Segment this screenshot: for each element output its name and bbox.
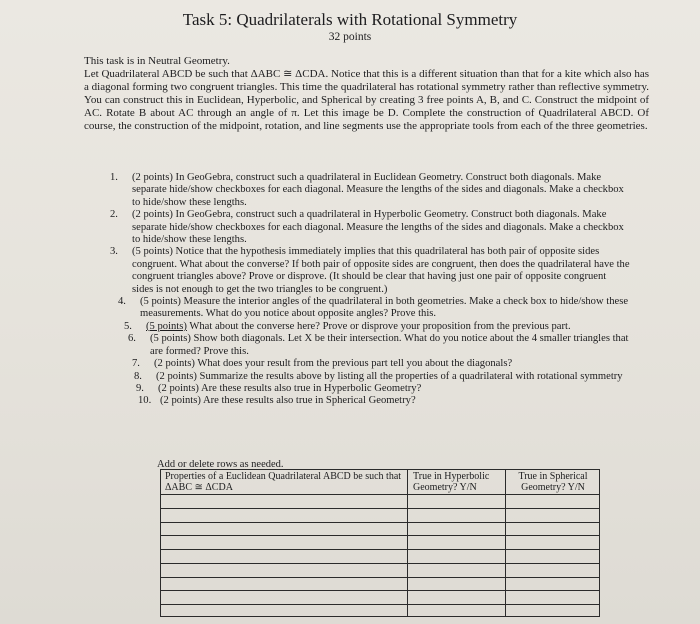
intro-paragraph: Let Quadrilateral ABCD be such that ΔABC ≅ ΔCDA. Notice that this is a different situation than that for a kite which also has a diagonal forming two congruent triangles. This time the quadrilateral has rotational symmetry rather than reflective symmetry. You can construct this in Euclidean, Hyperbolic, and Spherical by creating 3 free points A, B, and C. Construct the midpoint of AC. Rotate B about AC through an angle of π. Let this image be D. Complete the construction of Quadrilateral ABCD. Of course, the construction of the midpoint, rotation, and line segments use the appropriate tools from each of the three geometries. [84, 68, 649, 132]
task-number: 2. [110, 209, 118, 221]
properties-table [160, 469, 600, 617]
column-divider [505, 470, 506, 616]
table-row [161, 535, 599, 536]
page-title: Task 5: Quadrilaterals with Rotational Symmetry [182, 10, 518, 29]
task-number: 7. [132, 358, 140, 370]
task-text: (2 points) Are these results also true in Spherical Geometry? [160, 395, 416, 407]
table-row [161, 563, 599, 564]
intro-section [84, 55, 649, 133]
task-text: (2 points) In GeoGebra, construct such a quadrilateral in Hyperbolic Geometry. Construct both diagonals. Make separate hide/show checkboxes for each diagonal. Measure the lengths of the sides and diagonals. Make a checkbox to hide/show these lengths. [132, 209, 624, 246]
task-number: 9. [136, 382, 144, 394]
header-hyperbolic: True in Hyperbolic Geometry? Y/N [413, 471, 490, 493]
header-properties: Properties of a Euclidean Quadrilateral ABCD be such that ΔABC ≅ ΔCDA [165, 471, 402, 493]
task-number: 5. [124, 320, 132, 332]
table-row [161, 590, 599, 591]
task-item [124, 321, 630, 333]
task-text: (2 points) Summarize the results above by listing all the properties of a quadrilateral with rotational symmetry [156, 370, 623, 382]
task-text: (5 points) Measure the interior angles of the quadrilateral in both geometries. Make a check box to hide/show these measurements. What do you notice about opposite angles? Prove this. [140, 296, 629, 320]
task-number: 1. [110, 172, 118, 183]
task-number: 3. [110, 246, 118, 258]
task-item [128, 333, 630, 358]
header-spherical: True in Spherical Geometry? Y/N [518, 471, 588, 493]
table-header [161, 470, 599, 495]
task-text: (2 points) Are these results also true in Hyperbolic Geometry? [158, 382, 422, 394]
table-row [161, 522, 599, 523]
table-row [161, 604, 599, 605]
table-row [161, 549, 599, 550]
intro-line: This task is in Neutral Geometry. [84, 55, 230, 67]
task-text: (5 points) Notice that the hypothesis immediately implies that this quadrilateral has both pair of opposite sides congruent. What about the converse? If both pair of opposite sides are congruent, then does the quadrilateral have the congruent triangles above? Prove or disprove. (It should be clear that having just one pair of opposite congruent sides is not enough to get the two triangles to be congruent.) [132, 246, 630, 295]
task-text: (2 points) What does your result from the previous part tell you about the diagonals? [154, 358, 513, 370]
task-list [110, 172, 630, 408]
task-text: (5 points) Show both diagonals. Let X be their intersection. What do you notice about the 4 smaller triangles that are formed? Prove this. [150, 333, 629, 357]
column-divider [407, 470, 408, 616]
points-label: 32 points [328, 31, 372, 43]
task-item [138, 395, 630, 407]
task-number: 6. [128, 333, 136, 345]
task-text: What about the converse here? Prove or disprove your proposition from the previous part. [186, 320, 571, 332]
task-item [110, 246, 630, 296]
task-number: 8. [134, 370, 142, 382]
task-text: (2 points) In GeoGebra, construct such a quadrilateral in Euclidean Geometry. Construct both diagonals. Make separate hide/show checkboxes for each diagonal. Measure the lengths of the sides and diagonals. Make a checkbox to hide/show these lengths. [132, 172, 624, 208]
table-row [161, 577, 599, 578]
table-note: Add or delete rows as needed. [157, 459, 284, 470]
task-item [110, 209, 630, 246]
task-item [118, 296, 630, 321]
task-points-underlined: (5 points) [146, 320, 187, 332]
task-item [110, 172, 630, 209]
task-number: 10. [138, 395, 152, 407]
task-item [132, 358, 630, 370]
table-row [161, 508, 599, 509]
task-number: 4. [118, 296, 126, 308]
task-item [136, 383, 630, 395]
task-item [134, 371, 630, 383]
